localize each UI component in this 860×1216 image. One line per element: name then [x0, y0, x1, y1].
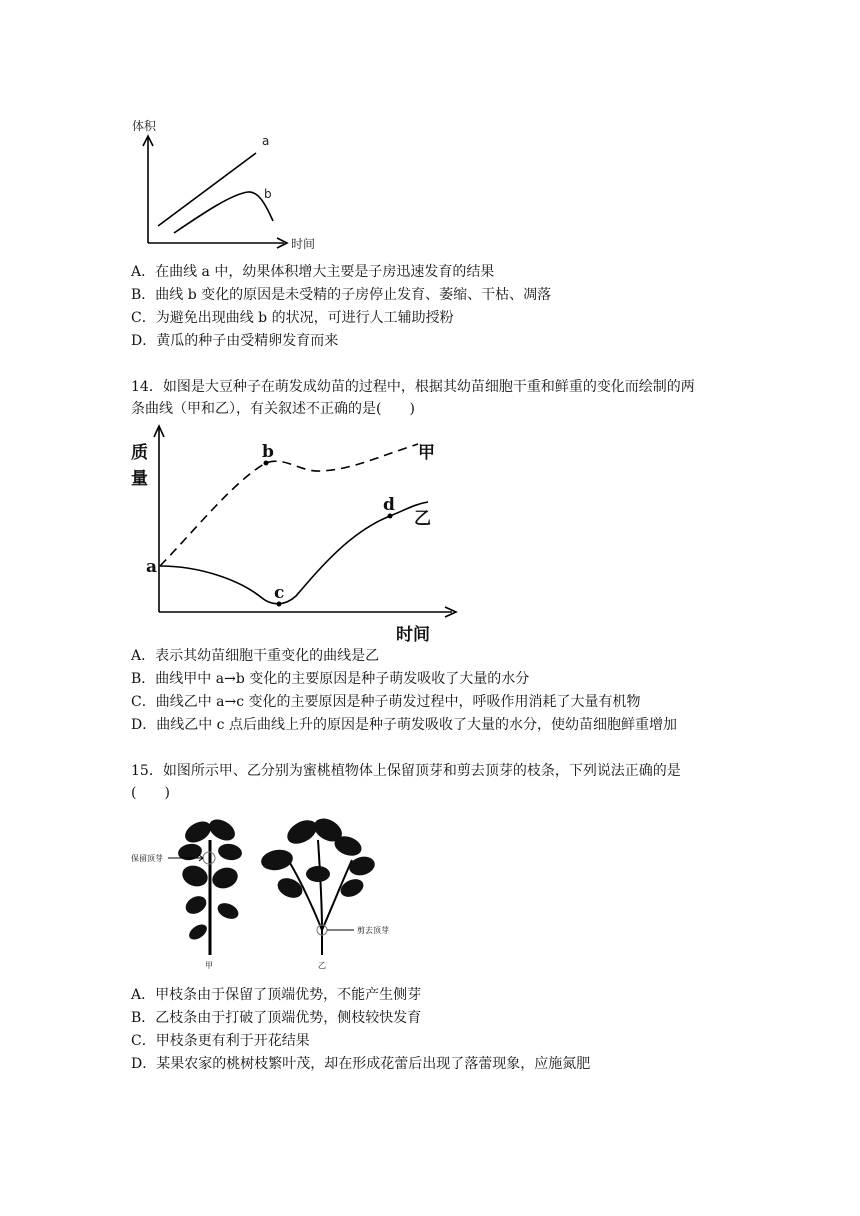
q13-option-d: D．黄瓜的种子由受精卵发育而来: [131, 333, 339, 349]
q15-option-c: C．甲枝条更有利于开花结果: [131, 1033, 310, 1049]
q15-stem-line1: 15．如图所示甲、乙分别为蜜桃植物体上保留顶芽和剪去顶芽的枝条，下列说法正确的是: [131, 763, 681, 779]
fig14-label-jia: 甲: [418, 443, 435, 463]
q13-option-a: A．在曲线 a 中，幼果体积增大主要是子房迅速发育的结果: [131, 264, 495, 280]
q13-option-c: C．为避免出现曲线 b 的状况，可进行人工辅助授粉: [131, 310, 454, 326]
plant-jia: [168, 815, 243, 955]
q15-stem-line2: ( ): [131, 785, 170, 801]
fig13-label-a: a: [262, 134, 270, 148]
fig15-label-keep: 保留顶芽: [131, 854, 163, 863]
q15-option-b: B．乙枝条由于打破了顶端优势，侧枝较快发育: [131, 1010, 422, 1026]
q14-option-c: C．曲线乙中 a→c 变化的主要原因是种子萌发过程中，呼吸作用消耗了大量有机物: [131, 694, 641, 710]
fig14-x-label: 时间: [396, 625, 430, 645]
q14-option-b: B．曲线甲中 a→b 变化的主要原因是种子萌发吸收了大量的水分: [131, 671, 530, 687]
fig14-label-b: b: [262, 442, 274, 462]
fig14-y-label-2: 量: [131, 469, 148, 489]
q14-option-a: A．表示其幼苗细胞干重变化的曲线是乙: [131, 648, 380, 664]
fig14-label-a: a: [146, 557, 158, 577]
fig14-y-label-1: 质: [131, 443, 148, 463]
q15-option-a: A．甲枝条由于保留了顶端优势，不能产生侧芽: [131, 987, 422, 1003]
fig14-label-c: c: [274, 583, 285, 603]
fig13-y-label: 体积: [132, 119, 157, 133]
fig15-label-yi: 乙: [318, 961, 326, 970]
q15-option-d: D．某果农家的桃树枝繁叶茂，却在形成花蕾后出现了落蕾现象，应施氮肥: [131, 1056, 591, 1072]
q14-stem-line2: 条曲线（甲和乙），有关叙述不正确的是( ): [131, 401, 415, 417]
fig14-label-yi: 乙: [414, 509, 431, 529]
fig15-label-jia: 甲: [205, 961, 213, 970]
q13-option-b: B．曲线 b 变化的原因是未受精的子房停止发育、萎缩、干枯、凋落: [131, 287, 552, 303]
q14-stem-line1: 14．如图是大豆种子在萌发成幼苗的过程中，根据其幼苗细胞干重和鲜重的变化而绘制的两: [131, 379, 695, 395]
fig13-x-label: 时间: [291, 237, 316, 251]
fig13-label-b: b: [264, 187, 272, 201]
q14-option-d: D．曲线乙中 c 点后曲线上升的原因是种子萌发吸收了大量的水分，使幼苗细胞鲜重增加: [131, 717, 677, 733]
fig14-label-d: d: [383, 495, 395, 515]
fig15-label-cut: 剪去顶芽: [357, 926, 389, 935]
